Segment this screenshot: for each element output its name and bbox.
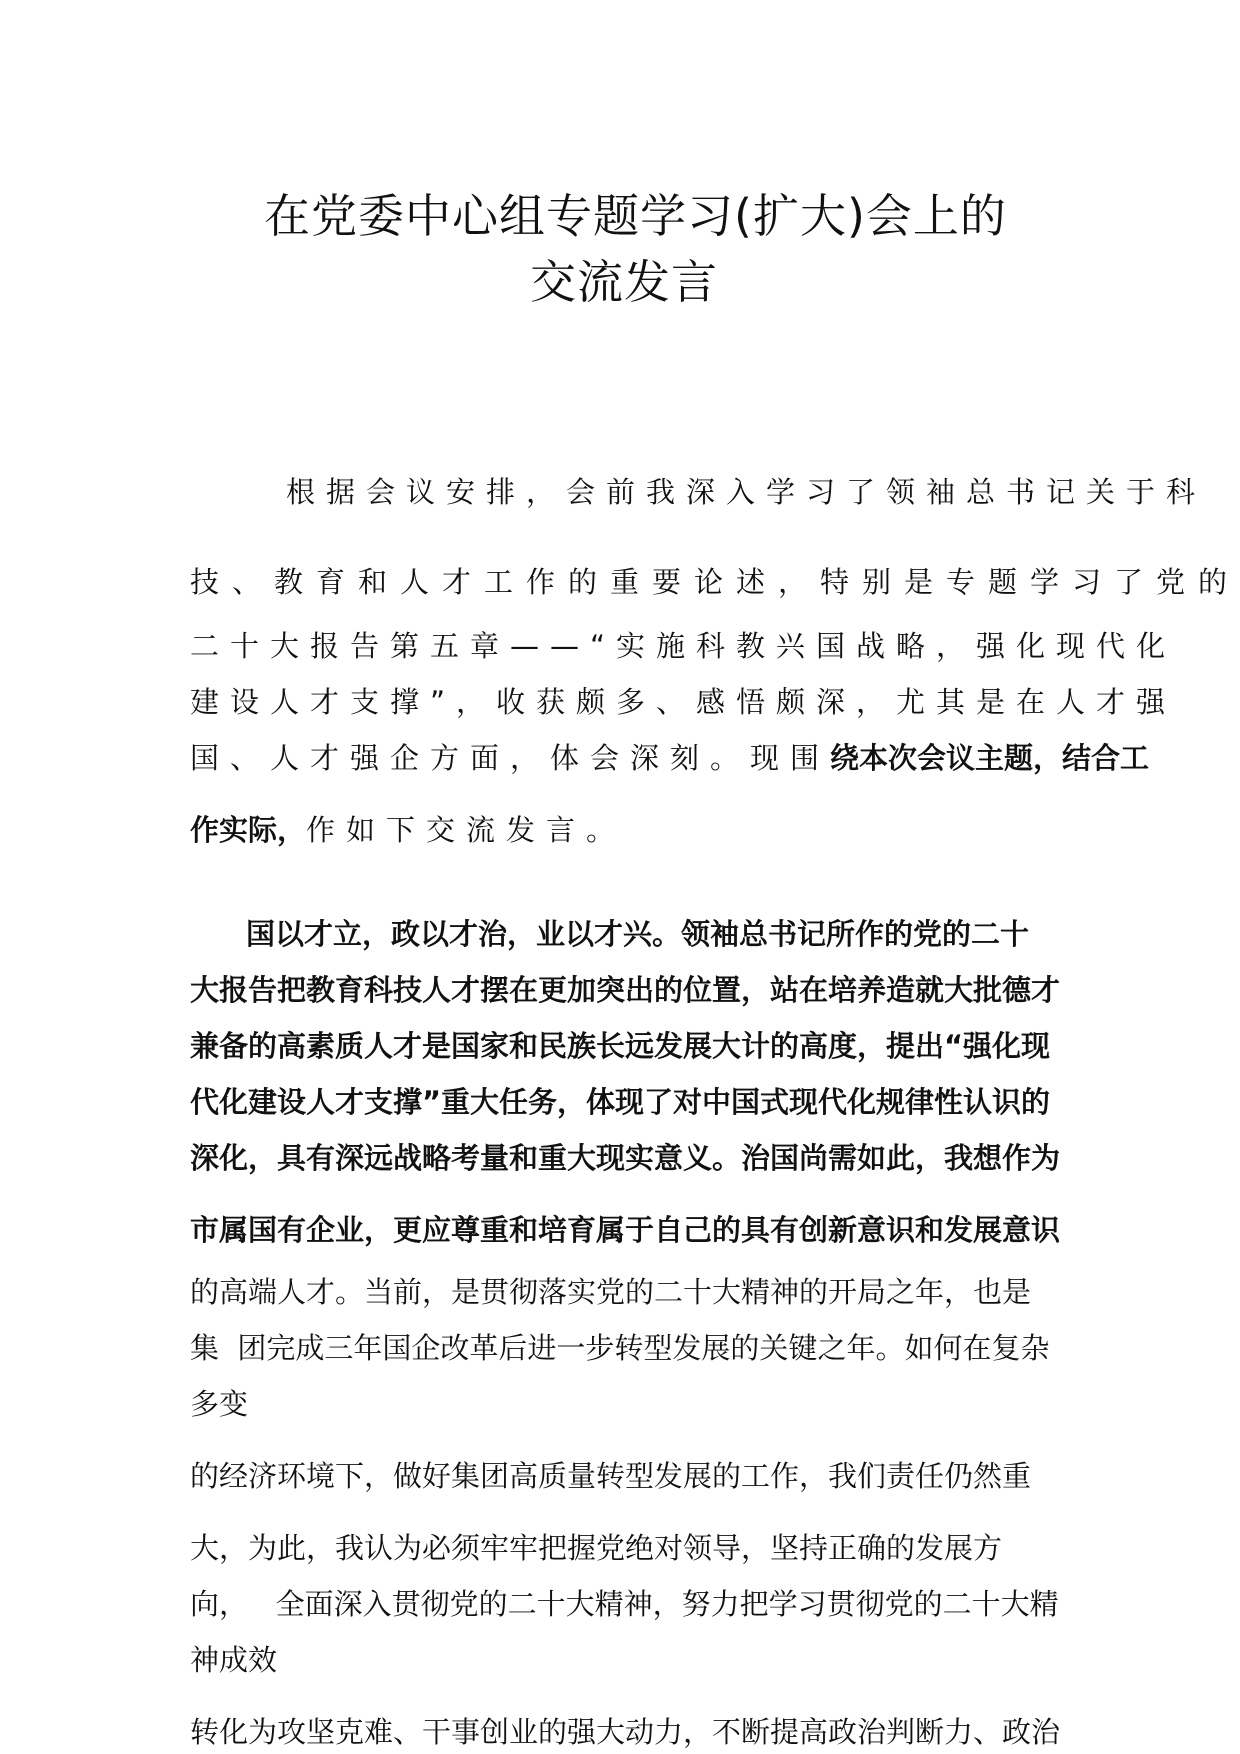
paragraph-1-line-6-regular: 作如下交流发言。 [306, 813, 627, 847]
paragraph-2-line-1: 国以才立，政以才治，业以才兴。领袖总书记所作的党的二十 [246, 917, 1030, 951]
paragraph-1-line-4: 建设人才支撑”，收获颇多、感悟颇深，尤其是在人才强 [190, 685, 1177, 719]
paragraph-2-line-3: 兼备的高素质人才是国家和民族长远发展大计的高度，提出“强化现 [190, 1029, 1051, 1063]
document-title-line-2: 交流发言 [530, 255, 718, 309]
paragraph-3-line-2: 集 团完成三年国企改革后进一步转型发展的关键之年。如何在复杂 [190, 1331, 1050, 1365]
paragraph-3-line-5: 大，为此，我认为必须牢牢把握党绝对领导，坚持正确的发展方 [190, 1531, 1003, 1565]
paragraph-3-line-4: 的经济环境下，做好集团高质量转型发展的工作，我们责任仍然重 [190, 1459, 1032, 1493]
paragraph-2-line-4: 代化建设人才支撑”重大任务，体现了对中国式现代化规律性认识的 [190, 1085, 1051, 1119]
paragraph-3-line-7: 神成效 [190, 1643, 278, 1677]
paragraph-3-line-1: 的高端人才。当前，是贯彻落实党的二十大精神的开局之年，也是 [190, 1275, 1032, 1309]
paragraph-1-line-3: 二十大报告第五章——“实施科教兴国战略，强化现代化 [190, 629, 1177, 663]
paragraph-1-line-6 [190, 808, 626, 849]
paragraph-3-line-8: 转化为攻坚克难、干事创业的强大动力，不断提高政治判断力、政治 [190, 1715, 1061, 1749]
paragraph-1-line-5-bold: 绕本次会议主题，结合工 [830, 741, 1150, 775]
paragraph-3-line-6: 向， 全面深入贯彻党的二十大精神，努力把学习贯彻党的二十大精 [190, 1587, 1059, 1621]
paragraph-1-line-6-bold: 作实际， [190, 813, 307, 847]
document-title-line-1: 在党委中心组专题学习(扩大)会上的 [264, 189, 1007, 243]
paragraph-2-line-6: 市属国有企业，更应尊重和培育属于自己的具有创新意识和发展意识 [190, 1213, 1061, 1247]
paragraph-1-line-5-regular: 国、人才强企方面，体会深刻。现围 [190, 741, 831, 775]
paragraph-2-line-2: 大报告把教育科技人才摆在更加突出的位置，站在培养造就大批德才 [190, 973, 1061, 1007]
paragraph-1-line-1: 根据会议安排，会前我深入学习了领袖总书记关于科 [286, 475, 1207, 509]
paragraph-2-line-5: 深化，具有深远战略考量和重大现实意义。治国尚需如此，我想作为 [190, 1141, 1061, 1175]
paragraph-1-line-5 [190, 736, 1149, 777]
paragraph-3-line-3: 多变 [190, 1387, 249, 1421]
paragraph-1-line-2: 技、教育和人才工作的重要论述，特别是专题学习了党的 [190, 565, 1240, 599]
